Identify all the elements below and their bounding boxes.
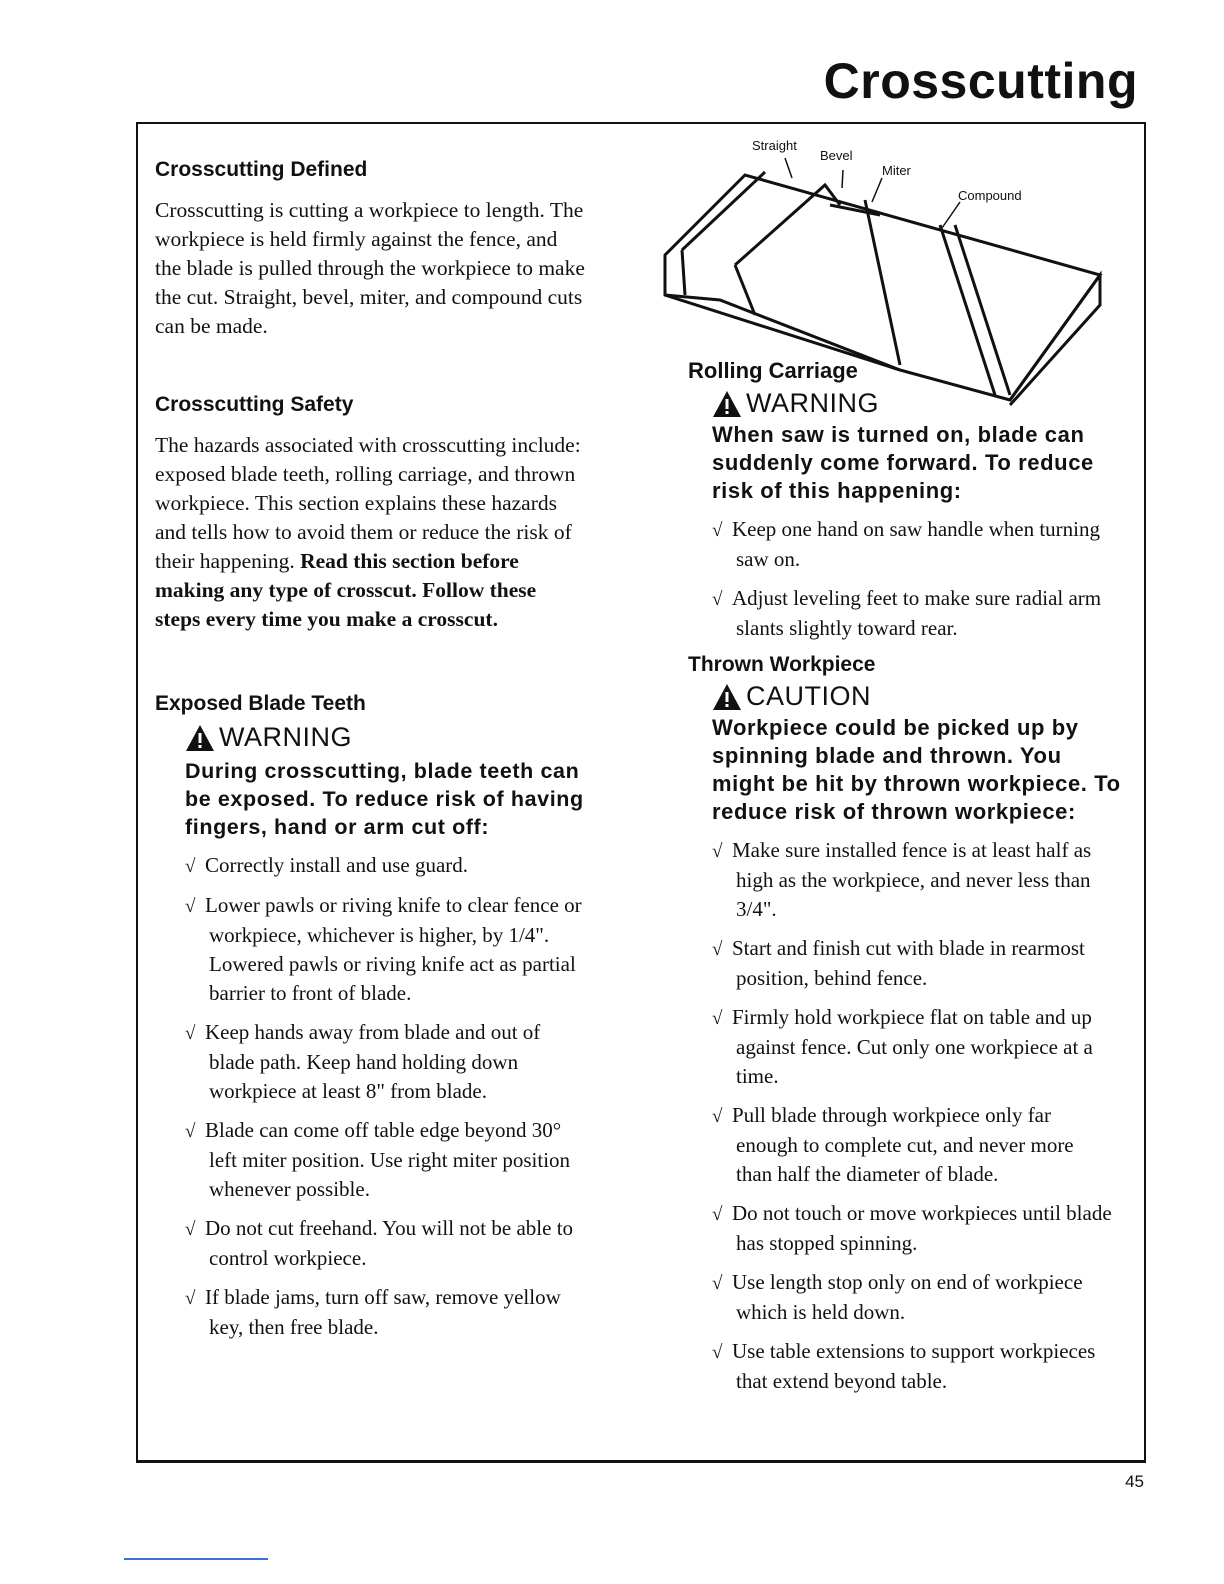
- page-title: Crosscutting: [823, 53, 1138, 109]
- check-mark-icon: √: [712, 589, 723, 610]
- thrown-list: [712, 836, 1112, 1396]
- label-bevel: Bevel: [820, 148, 853, 163]
- label-straight: Straight: [752, 138, 797, 153]
- heading-crosscutting-defined: Crosscutting Defined: [155, 158, 368, 181]
- list-item: √ Firmly hold workpiece flat on table and up against fence. Cut only one workpiece at a time.: [712, 1005, 1093, 1088]
- list-item: √ Keep hands away from blade and out of blade path. Keep hand holding down workpiece at least 8" from blade.: [185, 1020, 541, 1103]
- list-item: √ Blade can come off table edge beyond 30° left miter position. Use right miter position whenever possible.: [185, 1118, 571, 1201]
- heading-exposed-blade-teeth: Exposed Blade Teeth: [155, 692, 366, 715]
- list-item: √ Start and finish cut with blade in rearmost position, behind fence.: [712, 936, 1085, 990]
- check-mark-icon: √: [185, 1288, 196, 1309]
- carriage-list: [712, 515, 1112, 643]
- heading-rolling-carriage: Rolling Carriage: [688, 358, 858, 383]
- warning-signal-word: WARNING: [746, 388, 879, 418]
- list-item: √ Use table extensions to support workpieces that extend beyond table.: [712, 1339, 1096, 1393]
- thrown-caution-text: Workpiece could be picked up by spinning blade and thrown. You might be hit by thrown workpiece. To reduce risk of thrown workpiece:: [712, 715, 1121, 824]
- safety-text: The hazards associated with crosscutting include: exposed blade teeth, rolling carriage, and thrown workpiece. This section explains these hazards and tells how to avoid them or reduce the risk of their happening.: [155, 433, 581, 573]
- warning-signal-word: WARNING: [219, 722, 352, 752]
- caution-signal: [712, 681, 1128, 712]
- list-item: √ Use length stop only on end of workpiece which is held down.: [712, 1270, 1083, 1324]
- warning-signal: [185, 722, 605, 753]
- check-mark-icon: √: [185, 896, 196, 917]
- check-mark-icon: √: [712, 520, 723, 541]
- page-number: 45: [1125, 1472, 1144, 1491]
- list-item: √ Pull blade through workpiece only far enough to complete cut, and never more than half the diameter of blade.: [712, 1103, 1074, 1186]
- check-mark-icon: √: [185, 856, 196, 877]
- carriage-warning-text: When saw is turned on, blade can suddenly come forward. To reduce risk of this happening:: [712, 422, 1094, 503]
- warning-signal: [712, 388, 1128, 419]
- heading-crosscutting-safety: Crosscutting Safety: [155, 393, 354, 416]
- blade-teeth-warning-text: During crosscutting, blade teeth can be exposed. To reduce risk of having fingers, hand or arm cut off:: [185, 759, 584, 839]
- list-item: √ Do not cut freehand. You will not be able to control workpiece.: [185, 1216, 574, 1270]
- list-item: √ Lower pawls or riving knife to clear fence or workpiece, whichever is higher, by 1/4". Lowered pawls or riving knife act as partial barrier to front of blade.: [185, 893, 582, 1005]
- warning-triangle-icon: [712, 390, 742, 418]
- safety-paragraph: [155, 431, 585, 634]
- thrown-caution-block: [688, 681, 1128, 1396]
- list-item: √ Make sure installed fence is at least half as high as the workpiece, and never less than 3/4".: [712, 838, 1092, 921]
- check-mark-icon: √: [185, 1219, 196, 1240]
- check-mark-icon: √: [712, 1204, 723, 1225]
- list-item: √ If blade jams, turn off saw, remove yellow key, then free blade.: [185, 1285, 561, 1339]
- list-item: √ Do not touch or move workpieces until blade has stopped spinning.: [712, 1201, 1112, 1255]
- check-mark-icon: √: [185, 1023, 196, 1044]
- label-compound: Compound: [958, 188, 1022, 203]
- carriage-warning-block: [688, 388, 1128, 643]
- warning-triangle-icon: [185, 724, 215, 752]
- left-column: [155, 158, 605, 1352]
- check-mark-icon: √: [712, 841, 723, 862]
- list-item: √ Adjust leveling feet to make sure radial arm slants slightly toward rear.: [712, 586, 1102, 640]
- safety-bold-text: Read this section before making any type of crosscut. Follow these steps every time you make a crosscut.: [155, 549, 537, 631]
- blade-teeth-warning-block: [155, 722, 605, 1342]
- caution-triangle-icon: [712, 683, 742, 711]
- blade-teeth-list: [185, 851, 585, 1342]
- check-mark-icon: √: [712, 1106, 723, 1127]
- check-mark-icon: √: [712, 1273, 723, 1294]
- check-mark-icon: √: [712, 939, 723, 960]
- footer-rule: [124, 1558, 268, 1560]
- label-miter: Miter: [882, 163, 911, 178]
- check-mark-icon: √: [185, 1121, 196, 1142]
- list-item: √ Correctly install and use guard.: [185, 851, 585, 881]
- list-item: √ Keep one hand on saw handle when turning saw on.: [712, 517, 1100, 571]
- defined-paragraph: Crosscutting is cutting a workpiece to length. The workpiece is held firmly against the fence, and the blade is pulled through the workpiece to make the cut. Straight, bevel, miter, and compound cuts can be made.: [155, 198, 585, 338]
- heading-thrown-workpiece: Thrown Workpiece: [688, 653, 876, 676]
- check-mark-icon: √: [712, 1342, 723, 1363]
- check-mark-icon: √: [712, 1008, 723, 1029]
- right-column: [688, 358, 1128, 1406]
- caution-signal-word: CAUTION: [746, 681, 871, 711]
